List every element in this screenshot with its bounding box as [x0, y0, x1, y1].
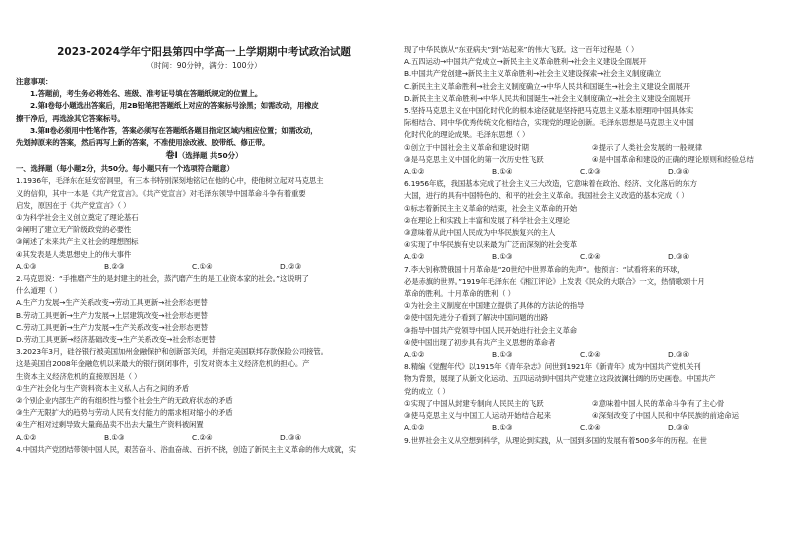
section-title: 卷Ⅰ — [165, 151, 178, 162]
answer-choice: C.②④ — [580, 252, 601, 262]
question-option: ②使中国先进分子看到了解决中国问题的出路 — [404, 313, 549, 323]
question-line: 2.马克思说：“手推磨产生的是封建主的社会，蒸汽磨产生的是工业资本家的社会。”这说明了 — [16, 274, 309, 284]
answer-choice: A.①② — [404, 252, 425, 262]
answer-choice: D.③④ — [668, 350, 690, 360]
answer-choice: A.生产力发展→生产关系改变→劳动工具更新→社会形态更替 — [16, 298, 208, 308]
answer-choice: A.①② — [404, 423, 425, 433]
answer-choice: C.①④ — [192, 261, 213, 271]
question-option: ④其发表是人类思想史上的伟大事件 — [16, 249, 132, 259]
question-line: 现了中华民族从“东亚病夫”到“站起来”的伟大飞跃。这一百年过程是（ ） — [404, 45, 639, 54]
question-line: 7.李大钊称赞俄国十月革命是“20世纪中世界革命的先声”。他预言：“试看将来的环球， — [404, 264, 685, 274]
answer-choice: C.②④ — [580, 423, 601, 433]
question-option: ②阐明了建立无产阶级政党的必要性 — [16, 225, 132, 235]
answer-choice: C.劳动工具更新→生产力发展→生产关系改变→社会形态更替 — [16, 322, 208, 332]
answer-choice: D.新民主主义革命胜利→中华人民共和国诞生→社会主义制度确立→社会主义建设全面展开 — [404, 93, 691, 103]
answer-choices — [16, 261, 392, 273]
answer-choices — [404, 422, 780, 434]
answer-choice: A.①② — [404, 350, 425, 360]
answer-choice: D.③④ — [280, 432, 302, 442]
question-option: ④是中国革命和建设的正确的理论原则和经验总结 — [592, 154, 754, 164]
question-option: ①生产社会化与生产资料资本主义私人占有之间的矛盾 — [16, 383, 190, 393]
question-line: 党的成立（ ） — [404, 386, 450, 396]
note-line: 2.第Ⅰ卷每小题选出答案后，用2B铅笔把答题纸上对应的答案标号涂黑；如需改动，用橡皮 — [30, 101, 319, 111]
left-column — [16, 76, 392, 456]
answer-choice: B.①③ — [492, 350, 513, 360]
question-options — [404, 154, 780, 166]
question-option: ③意味着从此中国人民成为中华民族复兴的主人 — [404, 228, 556, 238]
notes-heading: 注意事项： — [16, 77, 53, 86]
answer-choices — [16, 432, 392, 444]
question-option: ①创立于中国社会主义革命和建设时期 — [404, 142, 529, 152]
answer-choice: B.①④ — [492, 167, 513, 177]
question-line: 这是美国自2008年金融危机以来最大的银行倒闭事件，引发对资本主义经济危机的担心。产 — [16, 359, 310, 369]
question-options — [404, 398, 780, 410]
answer-choices — [404, 349, 780, 361]
question-option: ②意味着中国人民的革命斗争有了主心骨 — [592, 398, 725, 408]
answer-choice: B.①③ — [492, 252, 513, 262]
question-option: ②个别企业内部生产的有组织性与整个社会生产的无政府状态的矛盾 — [16, 396, 233, 406]
answer-choice: B.劳动工具更新→生产力发展→上层建筑改变→社会形态更替 — [16, 310, 208, 320]
question-line: 8.精编《觉醒年代》以1915年《青年杂志》问世到1921年《新青年》成为中国共产党机关刊 — [404, 362, 701, 372]
answer-choice: C.②④ — [192, 432, 213, 442]
question-option: ④深刻改变了中国人民和中华民族的前途命运 — [592, 411, 740, 421]
answer-choice: D.劳动工具更新→经济基础改变→生产关系改变→社会形态更替 — [16, 335, 216, 345]
answer-choices — [404, 166, 780, 178]
question-line: 革命的胜利。十月革命的胜利（ ） — [404, 289, 515, 299]
question-option: ④使中国出现了初步具有共产主义思想的革命者 — [404, 337, 556, 347]
question-option: ③阐述了未来共产主义社会的理想图标 — [16, 237, 139, 247]
note-line: 先划掉原来的答案，然后再写上新的答案，不准使用涂改液、胶带纸、修正带。 — [16, 138, 270, 148]
question-line: 什么道理（ ） — [16, 286, 62, 296]
question-option: ③指导中国共产党领导中国人民开始进行社会主义革命 — [404, 325, 578, 335]
question-option: ③是马克思主义中国化的第一次历史性飞跃 — [404, 154, 544, 164]
answer-choice: A.①③ — [16, 261, 37, 271]
answer-choice: C.②③ — [580, 167, 601, 177]
question-line: 1.1936年，毛泽东在延安窑洞里，有三本书特别深刻地铭记在他的心中，使他树立起对马克思主 — [16, 176, 324, 186]
question-option: ②在理论上和实践上丰富和发展了科学社会主义理论 — [404, 215, 570, 225]
right-column — [404, 44, 780, 447]
section-instruction: 一、选择题（每小题2分，共50分。每小题只有一个选项符合题意） — [16, 164, 234, 174]
answer-choice: A.①② — [16, 432, 37, 442]
question-line: 义的信仰，其中一本是《共产党宣言》。《共产党宣言》对毛泽东领导中国革命斗争有着重要 — [16, 188, 306, 198]
question-option: ③使马克思主义与中国工人运动开始结合起来 — [404, 411, 552, 421]
answer-choice: B.①③ — [104, 432, 125, 442]
answer-choice: C.新民主主义革命胜利→社会主义制度确立→中华人民共和国诞生→社会主义建设全面展开 — [404, 81, 691, 91]
question-line: 3.2023年3月，硅谷银行被美国加州金融保护和创新部关闭，并指定美国联邦存款保险公司接管。 — [16, 347, 328, 357]
question-option: ④实现了中华民族有史以来最为广泛而深刻的社会变革 — [404, 240, 578, 250]
question-option: ①为社会主义制度在中国建立提供了具体的方法论的指导 — [404, 301, 585, 311]
section-heading — [16, 149, 392, 163]
question-line: 4.中国共产党团结带领中国人民，艰苦奋斗、浴血奋战、百折不挠，创造了新民主主义革命的伟大成就，实 — [16, 444, 356, 454]
answer-choice: B.①③ — [492, 423, 513, 433]
answer-choices — [404, 251, 780, 263]
answer-choice: D.③④ — [668, 423, 690, 433]
question-line: 6.1956年底，我国基本完成了社会主义三大改造，它意味着在政治、经济、文化落后的东方 — [404, 179, 697, 189]
answer-choice: D.③④ — [668, 167, 690, 177]
question-options — [404, 410, 780, 422]
note-line: 擦干净后，再选涂其它答案标号。 — [16, 113, 125, 123]
question-options — [404, 142, 780, 154]
exam-title: 2023-2024学年宁阳县第四中学高一上学期期中考试政治试题 — [57, 46, 351, 58]
question-line: 生资本主义经济危机的直接原因是（ ） — [16, 371, 142, 381]
question-line: 物为背景，展现了从新文化运动、五四运动到中国共产党建立这段波澜壮阔的历史画卷。中国共产 — [404, 374, 716, 384]
note-line: 1.答题前，考生务必将姓名、班级、准考证号填在答题纸规定的位置上。 — [30, 89, 263, 99]
answer-choice: B.中国共产党创建→新民主主义革命胜利→社会主义建设探索→社会主义制度确立 — [404, 69, 661, 79]
note-line: 3.第Ⅱ卷必须用中性笔作答，答案必须写在答题纸各题目指定区域内相应位置；如需改动， — [30, 125, 318, 135]
question-option: ①标志着新民主主义革命的结束，社会主义革命的开始 — [404, 203, 578, 213]
question-line: 化时代化的理论成果。毛泽东思想（ ） — [404, 130, 530, 140]
answer-choice: B.②③ — [104, 261, 125, 271]
answer-choice: D.③④ — [668, 252, 690, 262]
section-subtitle: （选择题 共50分） — [177, 151, 243, 161]
answer-choice: A.①② — [404, 167, 425, 177]
answer-choice: D.②③ — [280, 261, 302, 271]
question-line: 5.坚持马克思主义在中国化时代化的根本途径就是坚持把马克思主义基本原理同中国具体实 — [404, 106, 694, 116]
question-line: 9.世界社会主义从空想到科学，从理论到实践，从一国到多国的发展有着500多年的历程。在世 — [404, 435, 707, 445]
question-option: ③生产无限扩大的趋势与劳动人民有支付能力的需求相对缩小的矛盾 — [16, 408, 233, 418]
question-line: 大国，进行的具有中国特色的、和平的社会主义革命。我国社会主义改造的基本完成（ ） — [404, 191, 689, 201]
answer-choice: C.②④ — [580, 350, 601, 360]
question-line: 际相结合、同中华优秀传统文化相结合，实现党的理论创新。毛泽东思想是马克思主义中国 — [404, 118, 694, 128]
question-option: ②提示了人类社会发展的一般规律 — [592, 142, 703, 152]
answer-choice: A.五四运动→中国共产党成立→新民主主义革命胜利→社会主义建设全面展开 — [404, 57, 647, 67]
question-option: ①实现了中国从封建专制向人民民主的飞跃 — [404, 398, 544, 408]
question-line: 必是赤旗的世界。”1919年毛泽东在《湘江评论》上发表《民众的大联合》一文，热情歌颂十月 — [404, 276, 705, 286]
question-option: ④生产相对过剩导致大量商品卖不出去大量生产资料被闲置 — [16, 420, 204, 430]
question-line: 启发，原因在于《共产党宣言》（ ） — [16, 200, 131, 210]
question-option: ①为科学社会主义创立奠定了理论基石 — [16, 213, 139, 223]
exam-subtitle: （时间：90分钟，满分：100分） — [146, 61, 262, 70]
